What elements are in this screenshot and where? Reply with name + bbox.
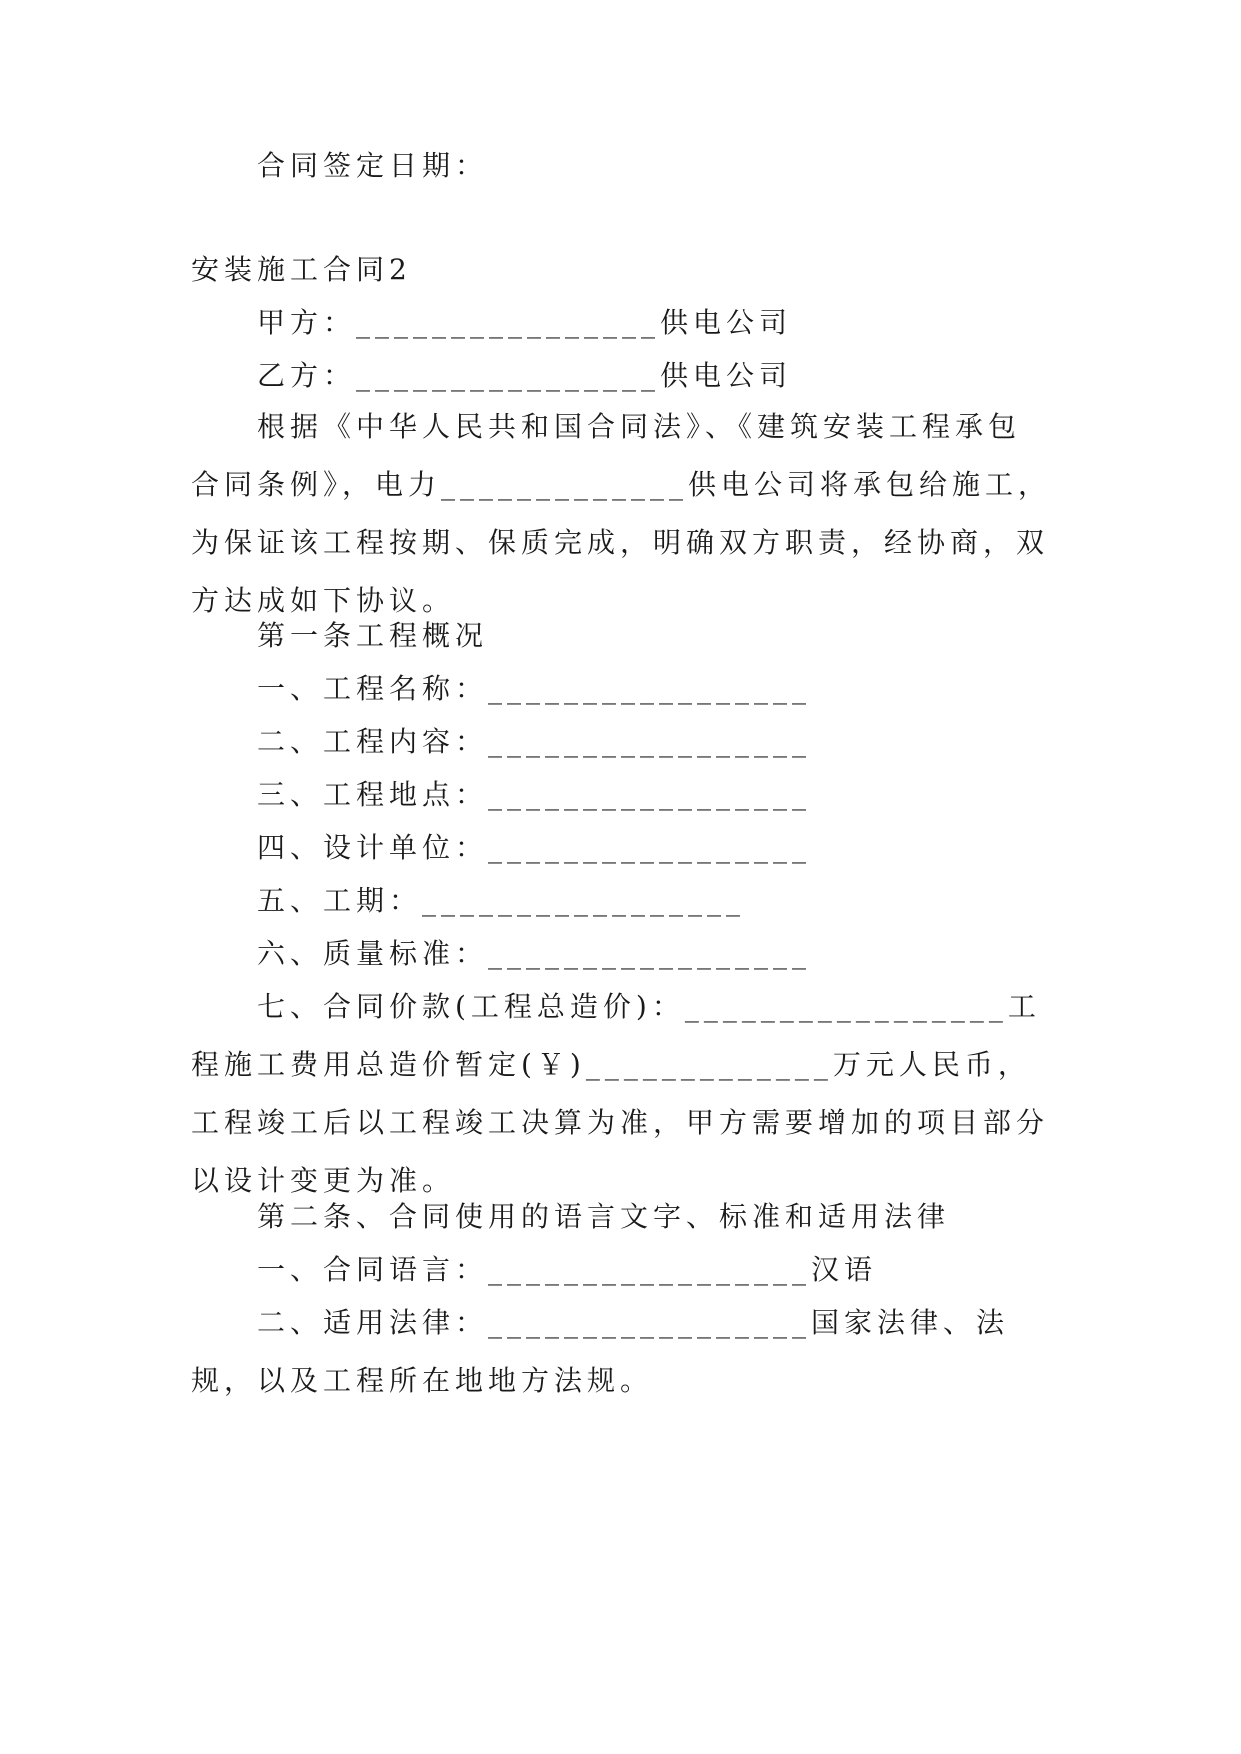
party-a-line: 甲方：________________供电公司 [257, 306, 793, 339]
article2-item-law: 二、适用法律：_________________国家法律、法规，以及工程所在地地方法规。 [191, 1306, 1010, 1397]
article1-price-paragraph: 七、合同价款(工程总造价)：_________________工程施工费用总造价暂定(￥)_____________万元人民币，工程竣工后以工程竣工决算为准，甲方需要增加的项目部分以设计变更为准。 [191, 990, 1050, 1197]
party-b-line: 乙方：________________供电公司 [257, 359, 793, 392]
article1-item-location: 三、工程地点：_________________ [257, 778, 812, 811]
article1-item-name: 一、工程名称：_________________ [257, 672, 812, 705]
article1-item-duration: 五、工期：_________________ [257, 884, 746, 917]
article1-item-content: 二、工程内容：_________________ [257, 725, 812, 758]
article2-heading: 第二条、合同使用的语言文字、标准和适用法律 [257, 1200, 951, 1233]
signing-date-label: 合同签定日期： [257, 149, 489, 182]
contract-title: 安装施工合同2 [191, 253, 412, 286]
preamble-paragraph: 根据《中华人民共和国合同法》、《建筑安装工程承包合同条例》，电力_____________供电公司将承包给施工，为保证该工程按期、保质完成，明确双方职责，经协商，双方达成如下协议。 [191, 410, 1052, 617]
article1-heading: 第一条工程概况 [257, 619, 489, 652]
article1-item-designer: 四、设计单位：_________________ [257, 831, 812, 864]
article1-item-quality: 六、质量标准：_________________ [257, 937, 812, 970]
article2-item-language: 一、合同语言：_________________汉语 [257, 1253, 878, 1286]
